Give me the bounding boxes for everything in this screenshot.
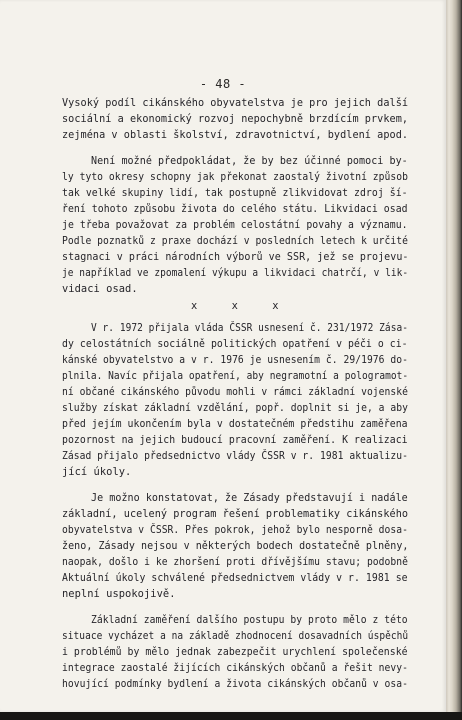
text-line: základní, ucelený program řešení problematiky cikánského [62,508,409,520]
text-line: plnila. Navíc přijala opatření, aby negramotní a pologramot- [62,370,409,382]
text-line: situace vycházet a na základě zhodnocení dosavadních úspěchů [62,630,409,642]
text-line: Je možno konstatovat, že Zásady představují i nadále [91,492,408,504]
text-line: Základní zaměření dalšího postupu by proto mělo z této [91,614,408,626]
text-line: ženo, Zásady nejsou v některých bodech dostatečně plněny, [62,540,409,552]
text-line: Zásad přijalo předsednictvo vlády ČSSR v r. 1981 aktualizu- [62,450,409,462]
text-line: naopak, došlo i ke zhoršení proti dřívějšímu stavu; podobně [62,556,409,568]
background-strip [0,712,462,720]
text-line: obyvatelstva v ČSSR. Přes pokrok, jehož bylo nesporně dosa- [62,524,409,536]
text-line: služby získat základní vzdělání, popř. doplnit si je, a aby [62,402,409,414]
text-line: Aktuální úkoly schválené předsednictvem vlády v r. 1981 se [62,572,408,584]
text-line: jící úkoly. [62,466,132,478]
text-line: integrace zaostalé žijících cikánských občanů a řešit nevy- [62,662,409,674]
text-line: zejména v oblasti školství, zdravotnictví, bydlení apod. [62,129,409,141]
text-line: kánské obyvatelstvo a v r. 1976 je usnesením č. 29/1976 do- [62,354,409,366]
text-line: pozornost na jejich budoucí pracovní zaměření. K realizaci [62,434,408,446]
text-line: ly tyto okresy schopny jak překonat zaostalý životní způsob [62,171,409,183]
text-line: V r. 1972 přijala vláda ČSSR usnesení č. 231/1972 Zása- [91,322,408,334]
text-line: Vysoký podíl cikánského obyvatelstva je pro jejich další [62,97,409,109]
text-line: je například ve zpomalení výkupu a likvidaci chatrčí, v lik- [62,267,409,279]
section-separator: x x x [191,300,279,312]
text-line: sociální a ekonomický rozvoj nepochybně brzdícím prvkem, [62,113,409,125]
text-line: stagnaci v práci národních výborů ve SSR, jež se projevu- [62,251,409,263]
text-line: ření tohoto způsobu života do celého státu. Likvidaci osad [62,203,408,215]
text-line: Podle poznatků z praxe dochází v posledních letech k určité [62,235,409,247]
text-line: je třeba považovat za problém celostátní povahy a významu. [62,219,408,231]
text-line: před jejím ukončením byla v dostatečném předstihu zaměřena [62,418,408,430]
text-line: vidaci osad. [62,283,138,295]
text-line: Není možné předpokládat, že by bez účinné pomoci by- [91,155,408,167]
page-number: - 48 - [199,77,247,91]
text-line: neplní uspokojivě. [62,588,176,600]
page-edge [446,0,462,712]
text-line: tak velké skupiny lidí, tak postupně zlikvidovat zdroj ší- [62,187,408,199]
text-line: hovující podmínky bydlení a života cikánských občanů v osa- [62,678,409,690]
text-line: ní občané cikánského původu mohli v rámci základní vojenské [62,386,409,398]
text-line: i problémů by mělo jednak zabezpečit urychlení společenské [62,646,408,658]
text-line: dy celostátních sociálně politických opatření v péči o ci- [62,338,408,350]
